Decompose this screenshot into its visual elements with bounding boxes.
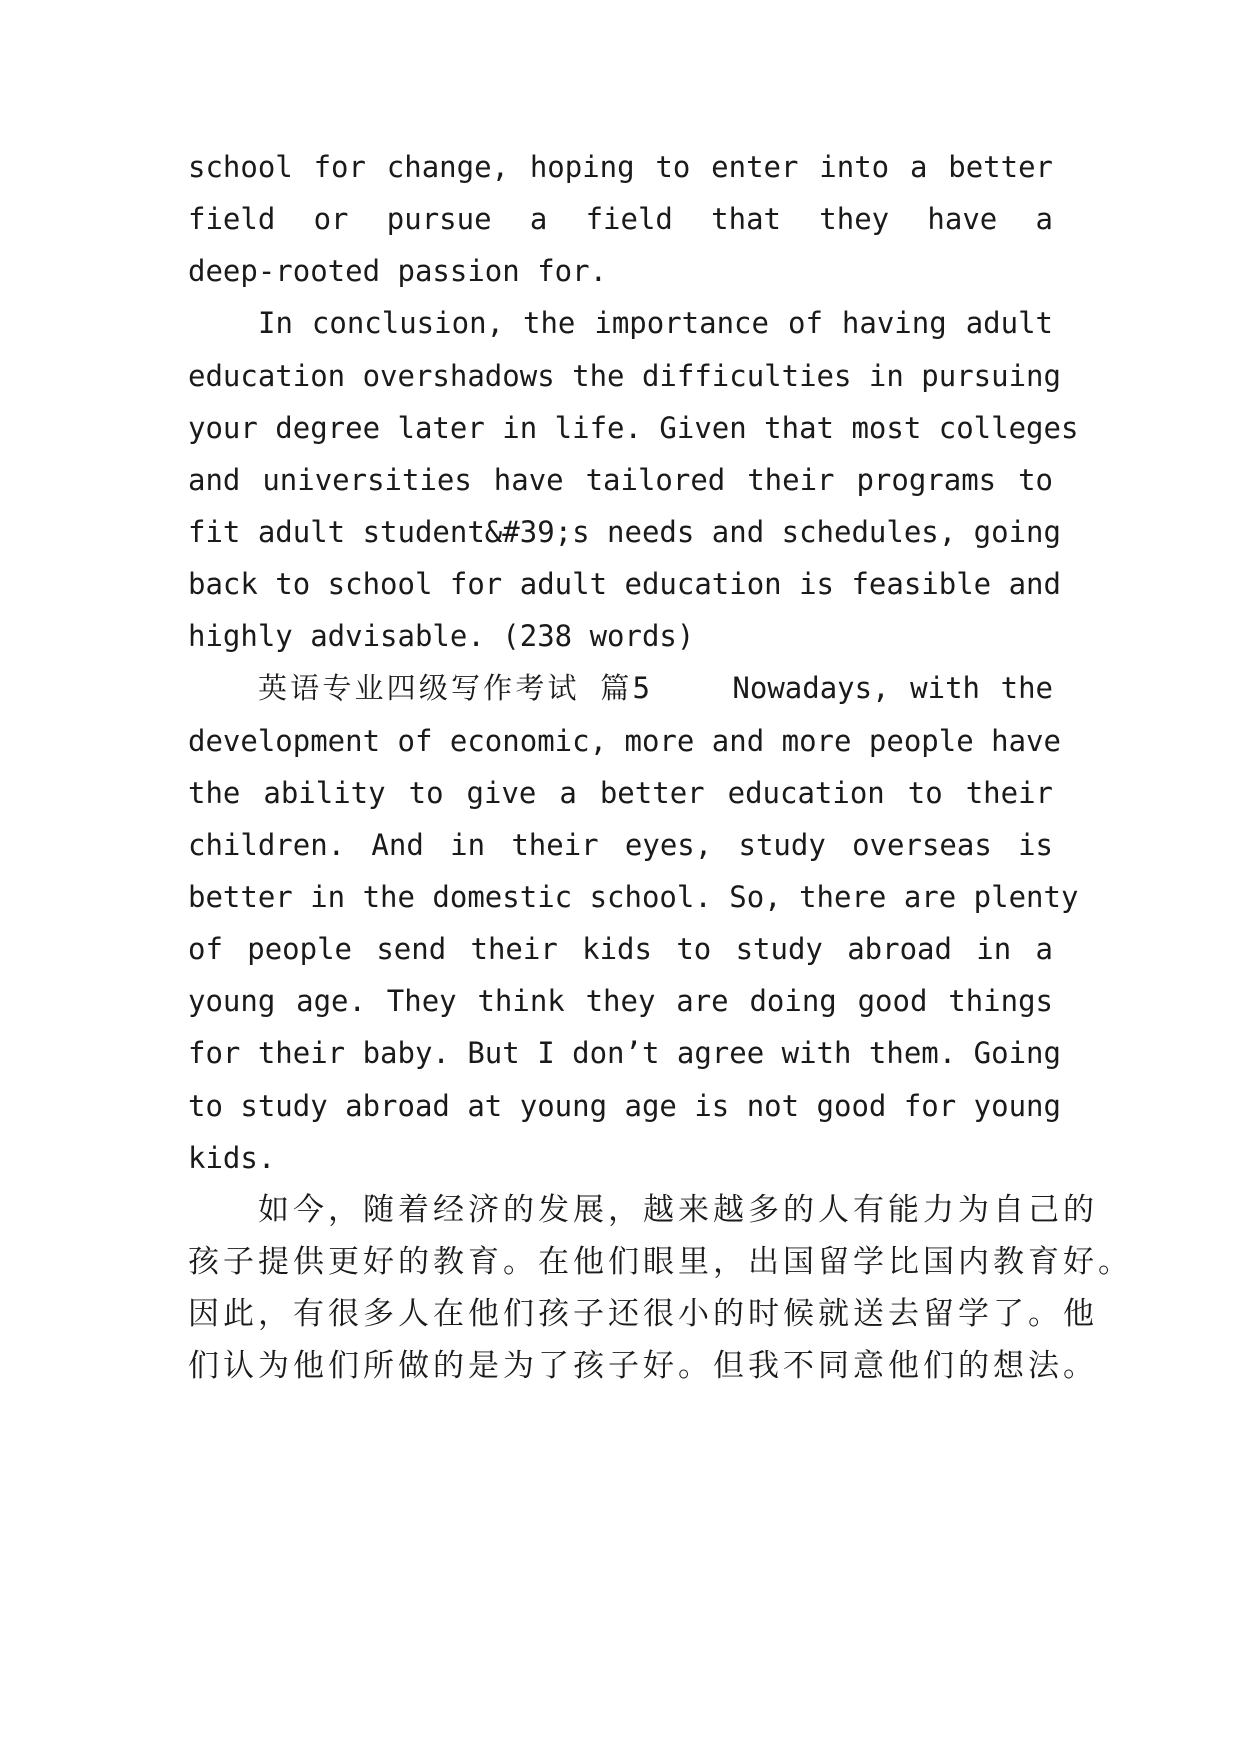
text-line: for their baby. But I don’t agree with them. Going xyxy=(188,1036,1061,1070)
text-line: young age. They think they are doing good things xyxy=(188,984,1053,1018)
text-line: field or pursue a field that they have a xyxy=(188,202,1053,236)
text-line: and universities have tailored their programs to xyxy=(188,463,1053,497)
section-heading-line: 英语专业四级写作考试 篇5 Nowadays, with the xyxy=(258,671,1053,705)
text-line: fit adult student&#39;s needs and schedules, going xyxy=(188,515,1061,549)
text-line: of people send their kids to study abroad in a xyxy=(188,932,1053,966)
text-line: your degree later in life. Given that most colleges xyxy=(188,411,1079,445)
paragraph-start-line: In conclusion, the importance of having adult xyxy=(258,306,1053,340)
text-line: back to school for adult education is feasible and xyxy=(188,567,1061,601)
text-line: highly advisable. (238 words) xyxy=(188,619,695,653)
chinese-text-line: 孩子提供更好的教育。在他们眼里，出国留学比国内教育好。 xyxy=(188,1244,1133,1280)
text-line: children. And in their eyes, study overseas is xyxy=(188,828,1053,862)
text-line: the ability to give a better education to their xyxy=(188,776,1053,810)
chinese-text-line: 们认为他们所做的是为了孩子好。但我不同意他们的想法。 xyxy=(188,1348,1098,1384)
text-line: to study abroad at young age is not good for young xyxy=(188,1089,1061,1123)
text-line: development of economic, more and more people have xyxy=(188,724,1061,758)
text-line: deep-rooted passion for. xyxy=(188,254,608,288)
chinese-text-line: 因此，有很多人在他们孩子还很小的时候就送去留学了。他 xyxy=(188,1296,1098,1332)
chinese-paragraph-start-line: 如今，随着经济的发展，越来越多的人有能力为自己的 xyxy=(258,1192,1098,1228)
text-line: education overshadows the difficulties in pursuing xyxy=(188,359,1061,393)
text-line: better in the domestic school. So, there are plenty xyxy=(188,880,1079,914)
text-line: kids. xyxy=(188,1141,276,1175)
text-line: school for change, hoping to enter into a better xyxy=(188,150,1053,184)
